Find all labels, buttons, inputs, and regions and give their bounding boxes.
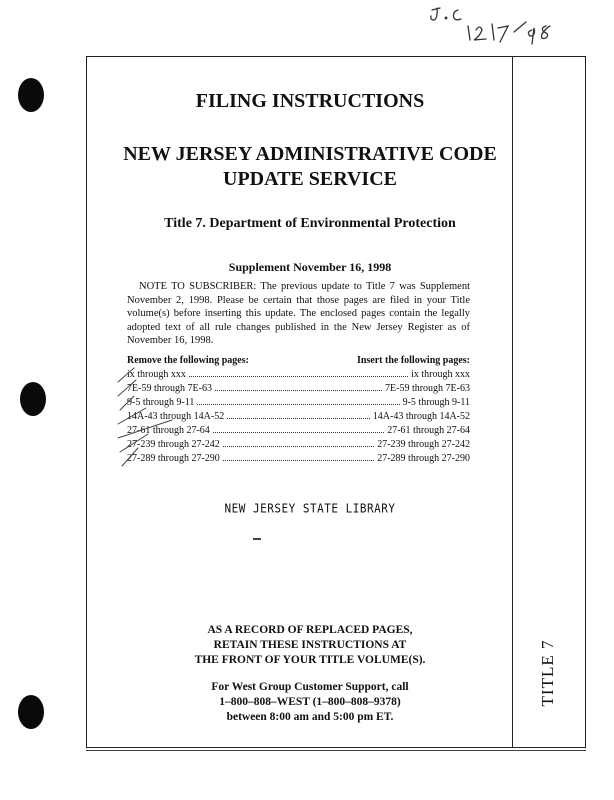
remove-header: Remove the following pages:	[127, 355, 249, 366]
remove-range: 14A-43 through 14A-52	[127, 411, 225, 422]
customer-support	[110, 680, 510, 725]
title-line: Title 7. Department of Environmental Protection	[164, 216, 456, 231]
insert-range: 27-289 through 27-290	[377, 453, 470, 464]
record-line1: AS A RECORD OF REPLACED PAGES,	[207, 624, 413, 636]
support-line1: For West Group Customer Support, call	[211, 681, 409, 693]
supplement-date: Supplement November 16, 1998	[228, 260, 392, 274]
insert-range: 27-61 through 27-64	[387, 425, 470, 436]
remove-range: 7E-59 through 7E-63	[127, 383, 212, 394]
remove-range: 9-5 through 9-11	[127, 397, 195, 408]
record-line3: THE FRONT OF YOUR TITLE VOLUME(S).	[194, 654, 426, 666]
code-title-line2: UPDATE SERVICE	[223, 168, 397, 190]
insert-range: 7E-59 through 7E-63	[385, 383, 470, 394]
list-header	[127, 355, 470, 366]
heading: FILING INSTRUCTIONS	[195, 90, 425, 112]
insert-header: Insert the following pages:	[356, 355, 470, 366]
note-text: NOTE TO SUBSCRIBER: The previous update to Title 7 was Supplement November 2, 1998. Please be certain that those pages are filed in your Title volume(s) before inserting this update. The enclosed pages contain the legally adopted text of all rule changes published in the New Jersey Register as of November 16, 1998.	[127, 281, 470, 346]
note-to-subscriber	[127, 280, 470, 348]
handwritten-note	[428, 2, 578, 48]
insert-range: 14A-43 through 14A-52	[372, 411, 470, 422]
stamp-mark	[253, 538, 261, 540]
title-tab	[528, 638, 568, 708]
remove-range: ix through xxx	[127, 369, 186, 380]
support-hours: between 8:00 am and 5:00 pm ET.	[226, 711, 394, 723]
punch-hole-bottom	[18, 695, 44, 729]
code-title-line1: NEW JERSEY ADMINISTRATIVE CODE	[123, 143, 497, 165]
code-title	[110, 142, 510, 192]
library-stamp: NEW JERSEY STATE LIBRARY	[224, 501, 396, 516]
record-line2: RETAIN THESE INSTRUCTIONS AT	[213, 639, 407, 651]
frame-bottom-rule	[86, 748, 586, 751]
insert-range: 9-5 through 9-11	[402, 397, 470, 408]
support-phone: 1–800–808–WEST (1–800–808–9378)	[219, 696, 401, 708]
punch-hole-middle	[20, 382, 46, 416]
remove-range: 27-61 through 27-64	[127, 425, 210, 436]
tab-label-text: TITLE 7	[538, 639, 557, 707]
tab-divider-line	[512, 56, 513, 748]
insert-range: 27-239 through 27-242	[377, 439, 470, 450]
punch-hole-top	[18, 78, 44, 112]
insert-range: ix through xxx	[411, 369, 470, 380]
remove-range: 27-239 through 27-242	[127, 439, 220, 450]
handwritten-checkmarks	[112, 366, 182, 476]
record-instructions	[110, 623, 510, 668]
remove-range: 27-289 through 27-290	[127, 453, 220, 464]
